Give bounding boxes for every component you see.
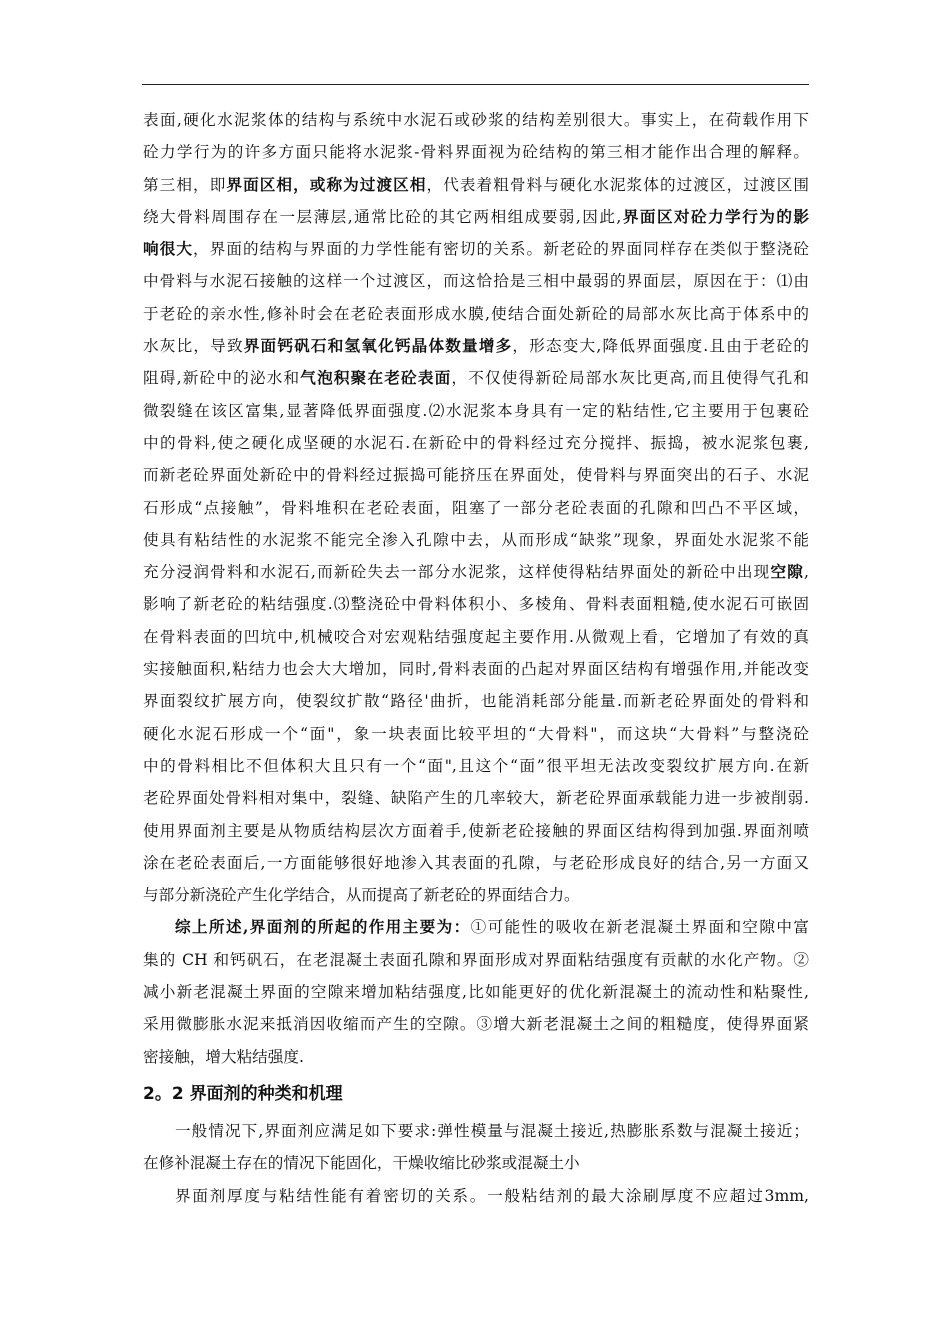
- text-line: [143, 330, 809, 362]
- text-run: 在修补混凝土存在的情况下能固化，干燥收缩比砂浆或混凝土小: [143, 1154, 580, 1173]
- bold-text: 界面区相，或称为过渡区相: [226, 174, 427, 194]
- bold-text: 气泡积聚在老砼表面: [300, 368, 452, 388]
- text-line: [143, 750, 809, 782]
- text-run: 绕大骨料周围存在一层薄层,通常比砼的其它两相组成要弱,因此,: [143, 207, 622, 226]
- text-run: 于老砼的亲水性,修补时会在老砼表面形成水膜,使结合面处新砼的局部水灰比高于体系中的: [143, 304, 809, 323]
- text-run: 第三相，即: [143, 175, 227, 194]
- text-run: ，代表着粗骨料与硬化水泥浆体的过渡区，过渡区围: [426, 175, 809, 194]
- text-run: 阻碍,新砼中的泌水和: [143, 369, 301, 388]
- text-line: [143, 1147, 809, 1179]
- text-run: 中的骨料,使之硬化成坚硬的水泥石.在新砼中的骨料经过充分搅拌、振捣，被水泥浆包裹,: [143, 433, 809, 452]
- text-line: [143, 524, 809, 556]
- paragraph-interface-mechanism: [143, 104, 809, 911]
- text-run: 水灰比，导致: [143, 337, 244, 356]
- text-line: [143, 201, 809, 233]
- text-run: 涂在老砼表面后,一方面能够很好地渗入其表面的孔隙，与老砼形成良好的结合,另一方面又: [143, 853, 809, 872]
- text-run: 中骨料与水泥石接触的这样一个过渡区，而这恰拾是三相中最弱的界面层，原因在于：⑴由: [143, 272, 809, 291]
- text-line: [143, 362, 809, 394]
- text-run: 影响了新老砼的粘结强度.⑶整浇砼中骨料体积小、多棱角、骨料表面粗糙,使水泥石可嵌固: [143, 595, 809, 614]
- text-run: 与部分新浇砼产生化学结合，从而提高了新老砼的界面结合力。: [143, 886, 580, 905]
- text-line: [143, 265, 809, 297]
- header-rule: [142, 84, 809, 85]
- text-line: [143, 847, 809, 879]
- text-line: [143, 588, 809, 620]
- section-heading: 2。2 界面剂的种类和机理: [143, 1083, 343, 1104]
- text-line: [143, 492, 809, 524]
- text-line: [143, 556, 809, 588]
- paragraph-thickness: [143, 1180, 809, 1212]
- text-run: 密接触，增大粘结强度.: [143, 1047, 304, 1066]
- text-run: 一般情况下,界面剂应满足如下要求:弹性模量与混凝土接近,热膨胀系数与混凝土接近；: [175, 1121, 809, 1140]
- text-run: 石形成“点接触”，骨料堆积在老砼表面，阻塞了一部分老砼表面的孔隙和凹凸不平区域，: [143, 498, 809, 517]
- paragraph-requirements: [143, 1115, 809, 1180]
- text-line: [143, 879, 809, 911]
- text-line: [143, 685, 809, 717]
- text-line: [143, 621, 809, 653]
- text-run: 减小新老混凝土界面的空隙来增加粘结强度,比如能更好的优化新混凝土的流动性和粘聚性,: [143, 983, 809, 1002]
- text-run: 硬化水泥石形成一个“面"，象一块表面比较平坦的“大骨料"，而这块“大骨料”与整浇砼: [143, 724, 809, 743]
- text-line: [143, 653, 809, 685]
- text-run: ，不仅使得新砼局部水灰比更高,而且使得气孔和: [451, 369, 809, 388]
- text-run: ①可能性的吸收在新老混凝土界面和空隙中富: [470, 918, 809, 937]
- bold-text: 空隙: [770, 562, 805, 582]
- text-line: [143, 782, 809, 814]
- text-run: 实接触面积,粘结力也会大大增加，同时,骨料表面的凸起对界面区结构有增强作用,并能改变: [143, 660, 809, 679]
- text-line: [143, 976, 809, 1008]
- text-run: 使具有粘结性的水泥浆不能完全渗入孔隙中去，从而形成“缺浆”现象，界面处水泥浆不能: [143, 530, 809, 549]
- text-run: 采用微膨胀水泥来抵消因收缩而产生的空隙。③增大新老混凝土之间的粗糙度，使得界面紧: [143, 1015, 809, 1034]
- bold-text: 综上所述,界面剂的所起的作用主要为：: [175, 917, 471, 937]
- text-line: [143, 1008, 809, 1040]
- text-line: [143, 815, 809, 847]
- text-run: 使用界面剂主要是从物质结构层次方面着手,使新老砼接触的界面区结构得到加强.界面剂喷: [143, 821, 809, 840]
- text-run: 界面剂厚度与粘结性能有着密切的关系。一般粘结剂的最大涂刷厚度不应超过3mm,: [175, 1186, 809, 1205]
- text-run: 集的 CH 和钙矾石，在老混凝土表面孔隙和界面形成对界面粘结强度有贡献的水化产物。②: [143, 950, 809, 969]
- text-line: [143, 395, 809, 427]
- text-run: 微裂缝在该区富集,显著降低界面强度.⑵水泥浆本身具有一定的粘结性,它主要用于包裹砼: [143, 401, 809, 420]
- text-line: [143, 104, 809, 136]
- text-line: [143, 459, 809, 491]
- text-run: 界面裂纹扩展方向，使裂纹扩散“路径'曲折，也能消耗部分能量.而新老砼界面处的骨料和: [143, 692, 809, 711]
- bold-text: 界面区对砼力学行为的影: [621, 206, 809, 226]
- text-run: ，形态变大,降低界面强度.且由于老砼的: [512, 337, 809, 356]
- text-line: [143, 427, 809, 459]
- text-line: [143, 136, 809, 168]
- text-run: 表面,硬化水泥浆体的结构与系统中水泥石或砂浆的结构差别很大。事实上，在荷载作用下: [143, 111, 809, 129]
- bold-text: 界面钙矾石和氢氧化钙晶体数量增多: [243, 336, 513, 356]
- paragraph-summary-functions: [143, 911, 809, 1072]
- text-line: [143, 169, 809, 201]
- text-line: [143, 1041, 809, 1073]
- text-line: [143, 944, 809, 976]
- text-run: 在骨料表面的凹坑中,机械咬合对宏观粘结强度起主要作用.从微观上看，它增加了有效的真: [143, 627, 809, 646]
- text-run: ，界面的结构与界面的力学性能有密切的关系。新老砼的界面同样存在类似于整浇砼: [193, 240, 809, 259]
- text-line: [143, 911, 809, 943]
- text-line: [143, 1115, 809, 1147]
- text-run: 老砼界面处骨料相对集中，裂缝、缺陷产生的几率较大，新老砼界面承载能力进一步被削弱.: [143, 789, 809, 808]
- body-text: [143, 104, 809, 1212]
- text-line: [143, 298, 809, 330]
- text-line: [143, 718, 809, 750]
- text-run: 砼力学行为的许多方面只能将水泥浆-骨料界面视为砼结构的第三相才能作出合理的解释。: [143, 143, 809, 162]
- text-run: 而新老砼界面处新砼中的骨料经过振捣可能挤压在界面处，使骨料与界面突出的石子、水泥: [143, 466, 809, 485]
- text-run: 充分浸润骨料和水泥石,而新砼失去一部分水泥浆，这样使得粘结界面处的新砼中出现: [143, 563, 771, 582]
- text-line: [143, 1180, 809, 1212]
- text-line: [143, 233, 809, 265]
- text-run: ,: [804, 563, 809, 582]
- bold-text: 响很大: [143, 239, 194, 259]
- text-run: 中的骨料相比不但体积大且只有一个“面",且这个“面”很平坦无法改变裂纹扩展方向.在新: [143, 756, 809, 775]
